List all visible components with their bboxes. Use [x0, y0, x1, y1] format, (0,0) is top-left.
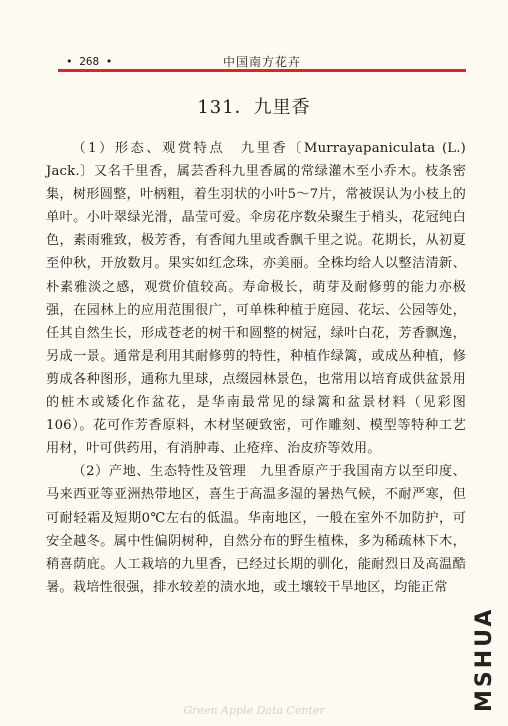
side-logo-text: MSHUA — [472, 606, 497, 712]
paragraph-1: （1）形态、观赏特点 九里香〔Murrayapaniculata (L.) Jack.〕又名千里香，属芸香科九里香属的常绿灌木至小乔木。枝条密集，树形圆整，叶柄粗，着生羽状的小叶5～7片，常被误认为小枝上的单叶。小叶翠绿光滑，晶莹可爱。伞房花序数朵聚生于梢头，花冠纯白色，素雨雅致，极芳香，有香闻九里或香飘千里之说。花期长，从初夏至仲秋，开放数月。果实如红念珠，亦美丽。全株均给人以整洁清新、朴素雅淡之感，观赏价值较高。寿命极长，萌芽及耐修剪的能力亦极强，在园林上的应用范围很广，可单株种植于庭园、花坛、公园等处，任其自然生长，形成苍老的树干和圆整的树冠，绿叶白花，芳香飘逸，另成一景。通常是利用其耐修剪的特性，种植作绿篱，或成丛种植，修剪成各种图形，通称九里球，点缀园林景色，也常用以培育成供盆景用的桩木或矮化作盆花，是华南最常见的绿篱和盆景材料（见彩图106）。花可作芳香原料，木材坚硬致密，可作雕刻、模型等特种工艺用材，叶可供药用，有消肿毒、止疮痒、治皮疥等效用。 — [46, 141, 466, 457]
page-header — [58, 54, 466, 70]
paragraph-2: （2）产地、生态特性及管理 九里香原产于我国南方以至印度、马来西亚等亚洲热带地区，喜生于高温多湿的暑热气候，不耐严寒，但可耐轻霜及短期0℃左右的低温。华南地区，一般在室外不加防护，可安全越冬。属中性偏阴树种，自然分布的野生植株，多为稀疏林下木，稍喜荫庇。人工栽培的九里香，已经过长期的驯化，能耐烈日及高温酷暑。栽培性很强，排水较差的渍水地，或土壤较干旱地区，均能正常 — [46, 464, 466, 595]
page-number: • 268 • — [66, 55, 113, 68]
watermark: Green Apple Data Center — [183, 704, 325, 717]
section-title: 131．九里香 — [197, 97, 311, 118]
body-text — [46, 137, 466, 599]
side-logo — [472, 606, 500, 712]
header-rule — [58, 69, 466, 72]
running-title: 中国南方花卉 — [222, 55, 301, 69]
